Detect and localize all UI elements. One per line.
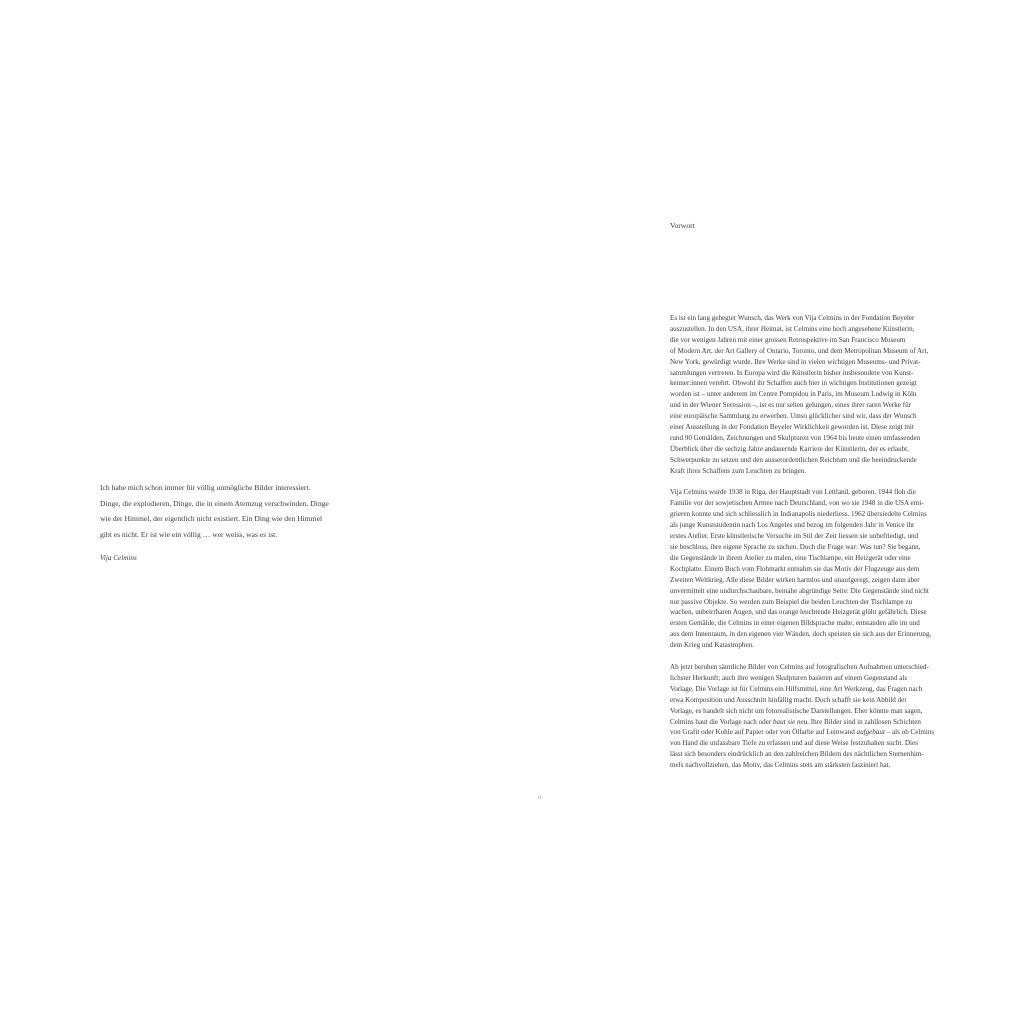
paragraph-line: als junge Kunststudentin nach Los Angeles und bezog im folgenden Jahr in Venice ihr — [670, 521, 915, 530]
page-number: 11 — [537, 796, 542, 801]
paragraph-line: ersten Gemälde, die Celmins in einer eigenen Bildsprache malte, entstanden alle im und — [670, 619, 920, 628]
paragraph-line: Zweiten Weltkrieg. Alle diese Bilder wirken harmlos und unaufgeregt, zeigen dann aber — [670, 575, 920, 584]
paragraph-3 — [670, 662, 1000, 771]
paragraph-line: wachen, unbeirrbaren Augen, und das orange leuchtende Heizgerät glüht gefährlich. Diese — [670, 608, 927, 617]
paragraph-line: Vorlage. Die Vorlage ist für Celmins ein Hilfsmittel, eine Art Werkzeug, das Fragen nach — [670, 684, 923, 693]
paragraph-line: Schwerpunkte zu setzen und den ausserordentlichen Reichtum und die beeindruckende — [670, 455, 917, 464]
paragraph-line: kenner:innen verehrt. Obwohl ihr Schaffen auch hier in wichtigen Institutionen gezeigt — [670, 379, 917, 388]
paragraph-line: sammlungen vertreten. In Europa wird die Künstlerin bisher insbesondere von Kunst- — [670, 368, 914, 377]
paragraph-line: grieren konnte und sich schliesslich in Indianapolis niederliess. 1962 übersiedelte Celmins — [670, 510, 927, 519]
paragraph-line: nur passive Objekte. So werden zum Beispiel die beiden Leuchten der Tischlampe zu — [670, 597, 913, 606]
paragraph-line: Kraft ihres Schaffens zum Leuchten zu bringen. — [670, 466, 806, 475]
paragraph-line: New York, gewürdigt wurde. Ihre Werke sind in vielen wichtigen Museums- und Privat- — [670, 357, 921, 366]
paragraph-line: mels nachvollziehen, das Motiv, das Celmins stets am stärksten fasziniert hat. — [670, 761, 891, 770]
epigraph-quote — [100, 480, 390, 542]
quote-line: Dinge, die explodieren, Dinge, die in einem Atemzug verschwinden. Dinge — [100, 498, 329, 508]
paragraph-line: Überblick über die sechzig Jahre andauernde Karriere der Künstlerin, der es erlaubt, — [670, 444, 909, 453]
paragraph-line: unvermittelt eine undurchschaubare, beinahe abgründige Seite: Die Gegenstände sind nicht — [670, 586, 929, 595]
paragraph-line: Ab jetzt beruhen sämtliche Bilder von Celmins auf fotografischen Aufnahmen unterschied- — [670, 662, 929, 671]
paragraph-line: einer Ausstellung in der Fondation Beyeler Wirklichkeit geworden ist. Diese zeigt mit — [670, 423, 914, 432]
quote-line: gibt es nicht. Er ist wie ein völlig … wer weiss, was es ist. — [100, 529, 278, 539]
paragraph-1 — [670, 313, 1000, 477]
paragraph-2 — [670, 487, 1000, 651]
paragraph-line: und in der Wiener Secession –, ist es nur selten gelungen, eines ihrer raren Werke für — [670, 401, 911, 410]
emphasis: aufgebaut — [856, 728, 885, 737]
paragraph-line: sie beschloss, ihre eigene Sprache zu suchen. Doch die Frage war: Was tun? Sie begann, — [670, 543, 921, 552]
paragraph-line: die Gegenstände in ihrem Atelier zu malen, eine Tischlampe, ein Heizgerät oder eine — [670, 553, 911, 562]
emphasis: baut sie neu — [772, 717, 808, 726]
paragraph-line: Vorlage, es handelt sich nicht um fotorealistische Darstellungen. Eher könnte man sagen, — [670, 706, 923, 715]
paragraph-line: erstes Atelier. Erste künstlerische Versuche im Stil der Zeit liessen sie unbefriedigt, und — [670, 532, 919, 541]
foreword-body — [670, 313, 1000, 782]
quote-line: Ich habe mich schon immer für völlig unmögliche Bilder interessiert. — [100, 483, 311, 492]
paragraph-line: aus dem Innenraum, in den eigenen vier Wänden, doch speisten sie sich aus der Erinnerung, — [670, 630, 932, 639]
paragraph-line: Es ist ein lang gehegter Wunsch, das Werk von Vija Celmins in der Fondation Beyeler — [670, 314, 915, 322]
paragraph-line: of Modern Art, der Art Gallery of Ontario, Toronto, und dem Metropolitan Museum of Art, — [670, 346, 929, 355]
paragraph-line: die vor wenigen Jahren mit einer grossen Retrospektive im San Francisco Museum — [670, 335, 906, 344]
paragraph-line: lässt sich besonders eindrücklich an den zahlreichen Bildern des nächtlichen Sternenhim- — [670, 750, 924, 759]
paragraph-line: von Hand die unfassbare Tiefe zu erfassen und auf diese Weise festzuhalten sucht. Dies — [670, 739, 918, 748]
paragraph-line: lichster Herkunft; auch ihre wenigen Skulpturen basieren auf einem Gegenstand als — [670, 673, 908, 682]
paragraph-line: auszustellen. In den USA, ihrer Heimat, ist Celmins eine hoch angesehene Künstlerin, — [670, 324, 915, 333]
quote-line: wie der Himmel, der eigentlich nicht existiert. Ein Ding wie den Himmel — [100, 514, 323, 524]
paragraph-line: rund 90 Gemälden, Zeichnungen und Skulpturen von 1964 bis heute einen umfassenden — [670, 433, 921, 442]
section-heading: Vorwort — [670, 221, 695, 230]
paragraph-line: etwa Komposition und Ausschnitt hinfällig macht. Doch schafft sie kein Abbild der — [670, 695, 907, 704]
paragraph-line: worden ist – unter anderem im Centre Pompidou in Paris, im Museum Ludwig in Köln — [670, 390, 917, 399]
paragraph-line: eine europäische Sammlung zu erwerben. Umso glücklicher sind wir, dass der Wunsch — [670, 412, 917, 421]
paragraph-line: Kochplatte. Einem Buch vom Flohmarkt entnahm sie das Motiv der Flugzeuge aus dem — [670, 564, 920, 573]
epigraph — [100, 480, 390, 562]
epigraph-author: Vija Celmins — [100, 554, 137, 563]
paragraph-line: dem Krieg und Katastrophen. — [670, 641, 754, 650]
paragraph-line: Celmins baut die Vorlage nach oder baut sie neu. Ihre Bilder sind in zahllosen Schichten — [670, 717, 921, 726]
paragraph-line: von Grafit oder Kohle auf Papier oder von Ölfarbe auf Leinwand aufgebaut – als ob Celmins — [670, 728, 935, 737]
paragraph-line: Vija Celmins wurde 1938 in Riga, der Hauptstadt von Lettland, geboren. 1944 floh die — [670, 488, 916, 497]
paragraph-line: Familie vor der sowjetischen Armee nach Deutschland, von wo sie 1948 in die USA emi- — [670, 499, 924, 508]
